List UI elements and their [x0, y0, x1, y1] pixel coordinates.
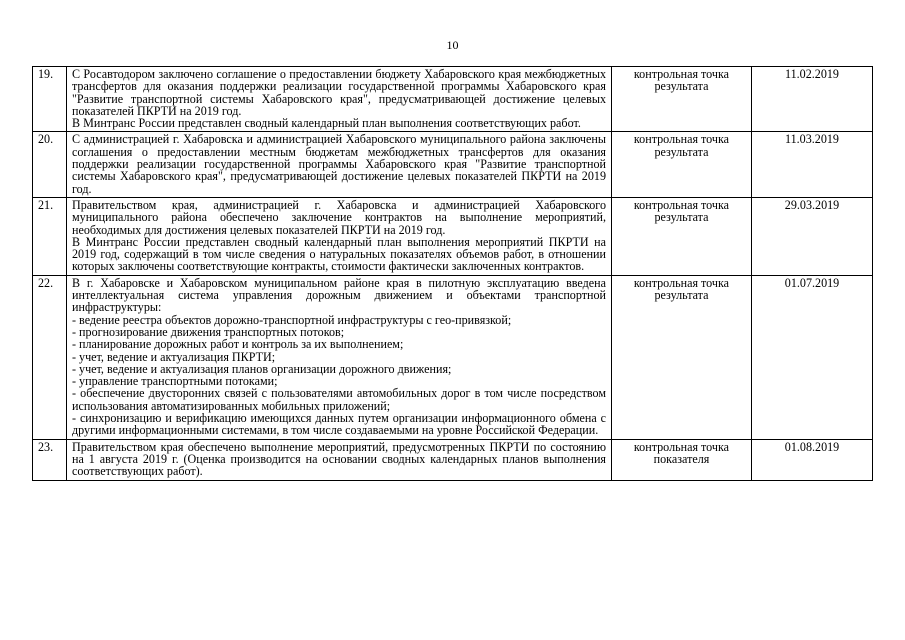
row-milestone-type: контрольная точка результата — [612, 197, 752, 275]
table-row — [33, 132, 873, 197]
row-milestone-type: контрольная точка показателя — [612, 439, 752, 480]
row-number: 23. — [33, 439, 67, 480]
list-item: - планирование дорожных работ и контроль за их выполнением; — [72, 337, 404, 352]
list-item: - прогнозирование движения транспортных потоков; — [72, 324, 345, 339]
description-paragraph: В Минтранс России представлен сводный календарный план выполнения мероприятий ПКРТИ на 2019 год, содержащий в том числе сведения о натуральных показателях объемов работ, в отношении которых заключены соответствующие контракты, стоимости фактически заключенных контрактов. — [72, 234, 606, 274]
description-paragraph: Правительством края обеспечено выполнение мероприятий, предусмотренных ПКРТИ по состоянию на 1 августа 2019 г. (Оценка производится на основании сводных календарных планов выполнения соответствующих работ). — [72, 439, 606, 479]
row-number: 21. — [33, 197, 67, 275]
row-milestone-type: контрольная точка результата — [612, 275, 752, 439]
description-intro: В г. Хабаровске и Хабаровском муниципальном районе края в пилотную эксплуатацию введена интеллектуальная система управления дорожным движением и объектами транспортной инфраструктуры: — [72, 275, 606, 315]
list-item: - учет, ведение и актуализация ПКРТИ; — [72, 349, 276, 364]
description-paragraph: С администрацией г. Хабаровска и администрацией Хабаровского муниципального района заключены соглашения о предоставлении местным бюджетам межбюджетных трансфертов для оказания поддержки реализации государственной программы Хабаровского края "Развитие транспортной системы Хабаровского края", предусматривающей достижение целевых показателей ПКРТИ на 2019 год. — [72, 132, 606, 196]
milestones-table — [32, 66, 873, 481]
table-row — [33, 275, 873, 439]
page-number: 10 — [446, 38, 459, 52]
row-description — [67, 67, 612, 132]
row-number: 22. — [33, 275, 67, 439]
table-row — [33, 439, 873, 480]
row-description — [67, 197, 612, 275]
list-item: - управление транспортными потоками; — [72, 374, 278, 389]
row-date: 01.08.2019 — [752, 439, 873, 480]
row-milestone-type: контрольная точка результата — [612, 67, 752, 132]
list-item: - синхронизацию и верификацию имеющихся данных путем организации информационного обмена с другими информационными системами, в том числе создаваемыми на уровне Российской Федерации. — [72, 411, 606, 438]
row-milestone-type: контрольная точка результата — [612, 132, 752, 197]
row-number: 19. — [33, 67, 67, 132]
row-date: 01.07.2019 — [752, 275, 873, 439]
row-description — [67, 275, 612, 439]
row-number: 20. — [33, 132, 67, 197]
row-date: 11.03.2019 — [752, 132, 873, 197]
description-paragraph: С Росавтодором заключено соглашение о предоставлении бюджету Хабаровского края межбюджетных трансфертов для оказания поддержки реализации государственной программы Хабаровского края "Развитие транспортной системы Хабаровского края", предусматривающей достижение целевых показателей ПКРТИ на 2019 год. — [72, 67, 606, 118]
row-description — [67, 439, 612, 480]
description-paragraph: В Минтранс России представлен сводный календарный план выполнения соответствующих работ. — [72, 116, 581, 131]
row-description — [67, 132, 612, 197]
list-item: - обеспечение двусторонних связей с пользователями автомобильных дорог в том числе посредством использования автоматизированных мобильных приложений; — [72, 386, 606, 413]
table-row — [33, 67, 873, 132]
row-date: 11.02.2019 — [752, 67, 873, 132]
list-item: - учет, ведение и актуализация планов организации дорожного движения; — [72, 361, 452, 376]
list-item: - ведение реестра объектов дорожно-транспортной инфраструктуры с гео-привязкой; — [72, 312, 512, 327]
description-paragraph: Правительством края, администрацией г. Хабаровска и администрацией Хабаровского муниципального района обеспечено заключение контрактов на выполнение мероприятий, необходимых для достижения целевых показателей ПКРТИ на 2019 год. — [72, 197, 606, 237]
row-date: 29.03.2019 — [752, 197, 873, 275]
table-row — [33, 197, 873, 275]
